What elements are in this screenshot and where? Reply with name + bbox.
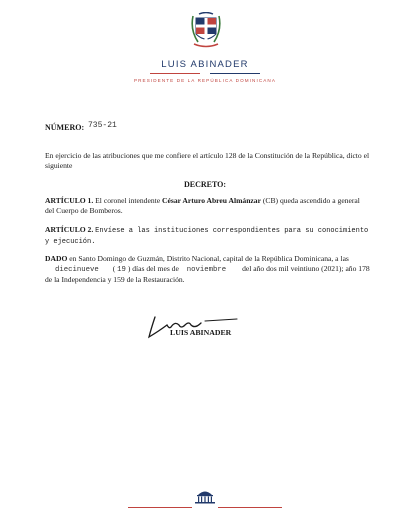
dado-month: noviembre <box>186 266 227 274</box>
numero-label: NÚMERO: <box>45 123 85 132</box>
footer-divider-left <box>128 507 192 508</box>
decreto-heading: DECRETO: <box>183 180 227 189</box>
header-divider-left <box>150 73 200 74</box>
articulo-1-label: ARTÍCULO 1. <box>45 196 94 205</box>
dado-text-1: en Santo Domingo de Guzmán, Distrito Nacional, capital de la República Dominicana, a las <box>69 254 349 263</box>
dado-day-number: 19 <box>117 266 126 274</box>
president-name: LUIS ABINADER <box>161 59 249 70</box>
dado-text-2: días del mes de <box>132 264 179 273</box>
intro-paragraph: En ejercicio de las atribuciones que me confiere el artículo 128 de la Constitución de la República, dicto el siguiente <box>45 151 370 170</box>
president-title: PRESIDENTE DE LA REPÚBLICA DOMINICANA <box>133 78 277 83</box>
articulo-1 <box>45 196 370 216</box>
header-divider-right <box>210 73 260 74</box>
palace-icon <box>194 488 216 504</box>
coat-of-arms-icon <box>190 12 222 50</box>
articulo-2-label: ARTÍCULO 2. <box>45 225 94 234</box>
articulo-2-text: Envíese a las instituciones correspondientes para su conocimiento y ejecución. <box>45 227 369 246</box>
footer-divider-right <box>218 507 282 508</box>
dado-paragraph: DADO en Santo Domingo de Guzmán, Distrito Nacional, capital de la República Dominicana, a las diecinueve ( 19 ) días del mes de noviembre del año dos mil veintiuno (2021); año 178 de la Independencia y 159 de la Restauración. <box>45 254 370 284</box>
promoted-officer-name: César Arturo Abreu Almánzar <box>162 196 261 205</box>
articulo-2 <box>45 225 370 247</box>
dado-day-word: diecinueve <box>55 266 99 274</box>
signer-name: LUIS ABINADER <box>170 328 232 337</box>
dado-label: DADO <box>45 254 68 263</box>
dado-text-3: del año dos mil veintiuno (2021); año 178 de la Independencia y 159 de la Restauración. <box>45 264 370 284</box>
numero-value: 735-21 <box>88 121 117 130</box>
articulo-1-text-before: El coronel intendente <box>95 196 161 205</box>
articulo-1-text-after: (CB) queda ascendido a general del Cuerpo de Bomberos. <box>45 196 360 215</box>
